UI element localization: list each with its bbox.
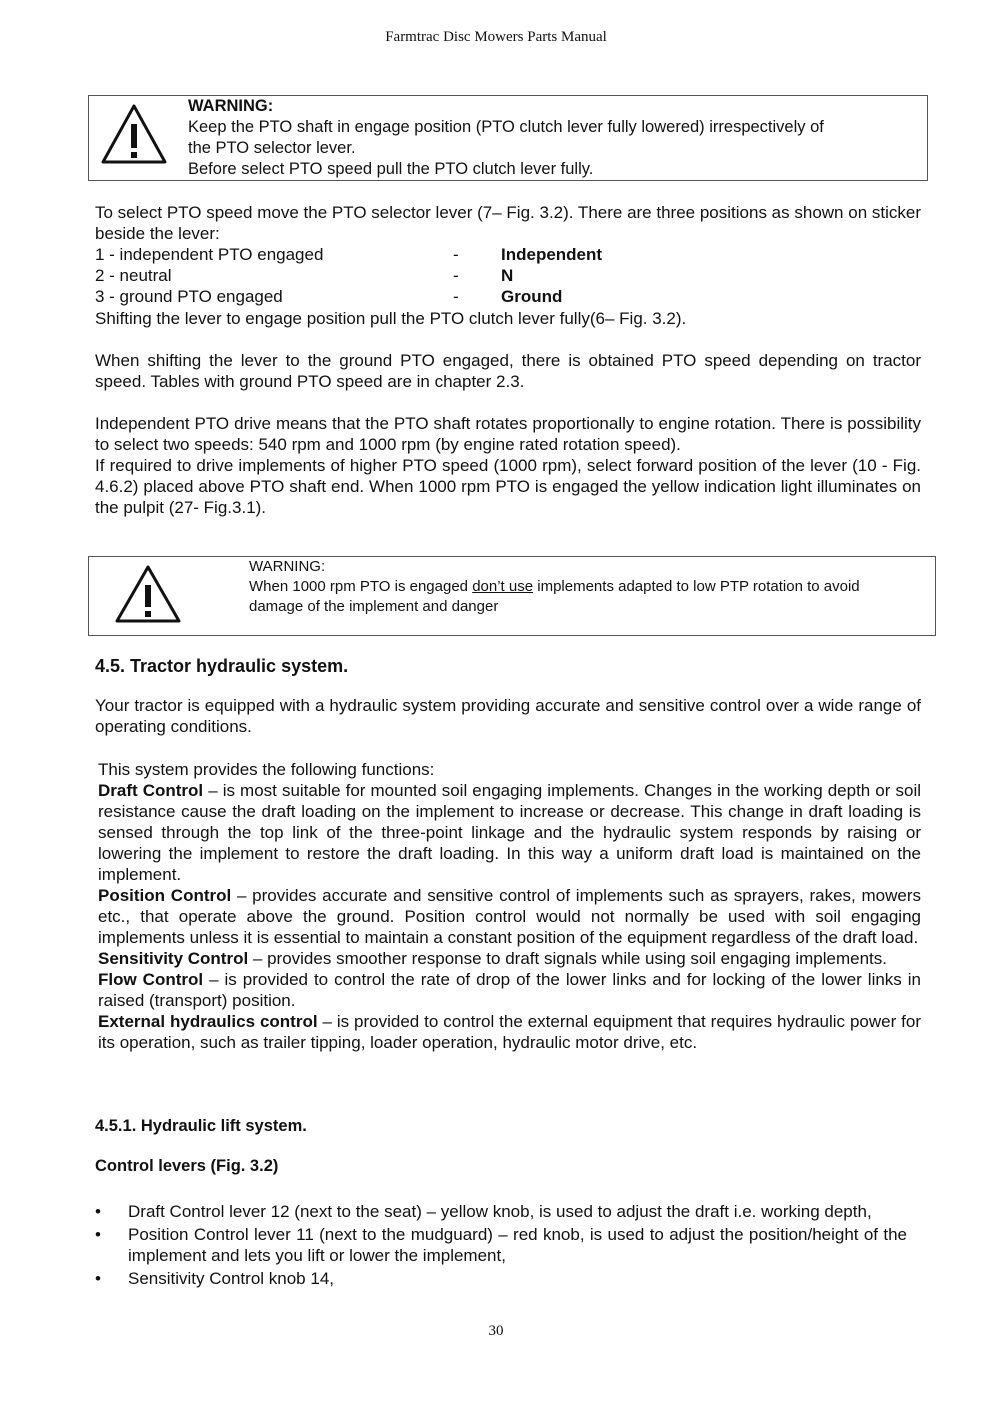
warning-title: WARNING: <box>188 97 274 115</box>
warning-text: implements adapted to low PTP rotation to avoid <box>533 578 860 595</box>
function-term: Position Control <box>98 886 232 905</box>
functions-intro: This system provides the following functions: <box>98 760 435 779</box>
list-item <box>95 1268 907 1289</box>
function-item <box>98 1011 921 1053</box>
pto-position-row <box>95 286 795 307</box>
list-item <box>95 1201 907 1222</box>
function-item <box>98 885 921 948</box>
position-dash: - <box>453 245 459 264</box>
page-header: Farmtrac Disc Mowers Parts Manual <box>385 29 607 45</box>
ground-pto-paragraph: When shifting the lever to the ground PTO engaged, there is obtained PTO speed depending on tractor speed. Tables with ground PTO speed are in chapter 2.3. <box>95 351 921 391</box>
warning-line: damage of the implement and danger <box>249 598 499 615</box>
function-text: – is most suitable for mounted soil engaging implements. Changes in the working depth or soil resistance cause the draft loading on the implement to increase or decrease. This change in draft loading is sensed through the top link of the three-point linkage and the hydraulic system responds by raising or lowering the implement to restore the draft loading. In this way a uniform draft load is maintained on the implement. <box>98 781 921 884</box>
warning-box-pto-engage <box>88 95 928 181</box>
functions-list <box>98 759 921 1053</box>
function-item <box>98 780 921 885</box>
section-heading-4-5: 4.5. Tractor hydraulic system. <box>95 656 349 676</box>
function-term: External hydraulics control <box>98 1012 318 1031</box>
list-item <box>95 1224 907 1266</box>
higher-pto-paragraph: If required to drive implements of higher PTO speed (1000 rpm), select forward position of the lever (10 - Fig. 4.6.2) placed above PTO shaft end. When 1000 rpm PTO is engaged the yellow indication light illuminates on the pulpit (27- Fig.3.1). <box>95 456 921 517</box>
function-term: Draft Control <box>98 781 204 800</box>
position-value: Ground <box>501 287 563 306</box>
warning-text: When 1000 rpm PTO is engaged <box>249 578 473 595</box>
warning-line: Before select PTO speed pull the PTO clutch lever fully. <box>188 160 594 178</box>
warning-box-1000rpm <box>88 556 936 636</box>
warning-line <box>249 577 939 597</box>
position-label: 3 - ground PTO engaged <box>95 287 283 306</box>
warning-triangle-icon <box>99 102 169 168</box>
position-dash: - <box>453 287 459 306</box>
function-term: Sensitivity Control <box>98 949 249 968</box>
position-value: Independent <box>501 245 603 264</box>
warning-underlined-text: don’t use <box>472 578 534 595</box>
function-item <box>98 948 921 969</box>
pto-position-row <box>95 265 795 286</box>
list-item-text: Position Control lever 11 (next to the mudguard) – red knob, is used to adjust the position/height of the implement and lets you lift or lower the implement, <box>128 1225 907 1265</box>
bullet-marker: • <box>95 1225 101 1244</box>
function-item <box>98 969 921 1011</box>
page-number: 30 <box>488 1323 504 1339</box>
hydraulic-intro-paragraph: Your tractor is equipped with a hydraulic system providing accurate and sensitive control over a wide range of operating conditions. <box>95 696 921 736</box>
position-dash: - <box>453 266 459 285</box>
position-value: N <box>501 266 514 285</box>
shifting-paragraph: Shifting the lever to engage position pull the PTO clutch lever fully(6– Fig. 3.2). <box>95 309 687 328</box>
function-term: Flow Control <box>98 970 204 989</box>
function-text: – provides smoother response to draft signals while using soil engaging implements. <box>248 949 887 968</box>
independent-pto-paragraph: Independent PTO drive means that the PTO shaft rotates proportionally to engine rotation. There is possibility to select two speeds: 540 rpm and 1000 rpm (by engine rated rotation speed). <box>95 414 921 454</box>
control-levers-heading: Control levers (Fig. 3.2) <box>95 1157 279 1175</box>
position-label: 2 - neutral <box>95 266 172 285</box>
warning-title: WARNING: <box>249 558 326 575</box>
section-heading-4-5-1: 4.5.1. Hydraulic lift system. <box>95 1117 307 1135</box>
function-text: – is provided to control the rate of drop of the lower links and for locking of the lower links in raised (transport) position. <box>98 970 921 1010</box>
bullet-marker: • <box>95 1202 101 1221</box>
position-label: 1 - independent PTO engaged <box>95 245 324 264</box>
list-item-text: Draft Control lever 12 (next to the seat) – yellow knob, is used to adjust the draft i.e. working depth, <box>128 1202 872 1221</box>
bullet-marker: • <box>95 1269 101 1288</box>
pto-intro-paragraph: To select PTO speed move the PTO selector lever (7– Fig. 3.2). There are three positions as shown on sticker beside the lever: <box>95 203 921 243</box>
warning-line: Keep the PTO shaft in engage position (PTO clutch lever fully lowered) irrespectively of <box>188 118 824 136</box>
list-item-text: Sensitivity Control knob 14, <box>128 1269 334 1288</box>
function-text: – provides accurate and sensitive control of implements such as sprayers, rakes, mowers etc., that operate above the ground. Position control would not normally be used with soil engaging implements unless it is essential to maintain a constant position of the equipment regardless of the draft load. <box>98 886 921 947</box>
warning-triangle-icon <box>113 563 183 627</box>
pto-position-row <box>95 244 795 265</box>
function-text: – is provided to control the external equipment that requires hydraulic power for its operation, such as trailer tipping, loader operation, hydraulic motor drive, etc. <box>98 1012 921 1052</box>
control-levers-list <box>95 1201 907 1291</box>
warning-line: the PTO selector lever. <box>188 139 356 157</box>
